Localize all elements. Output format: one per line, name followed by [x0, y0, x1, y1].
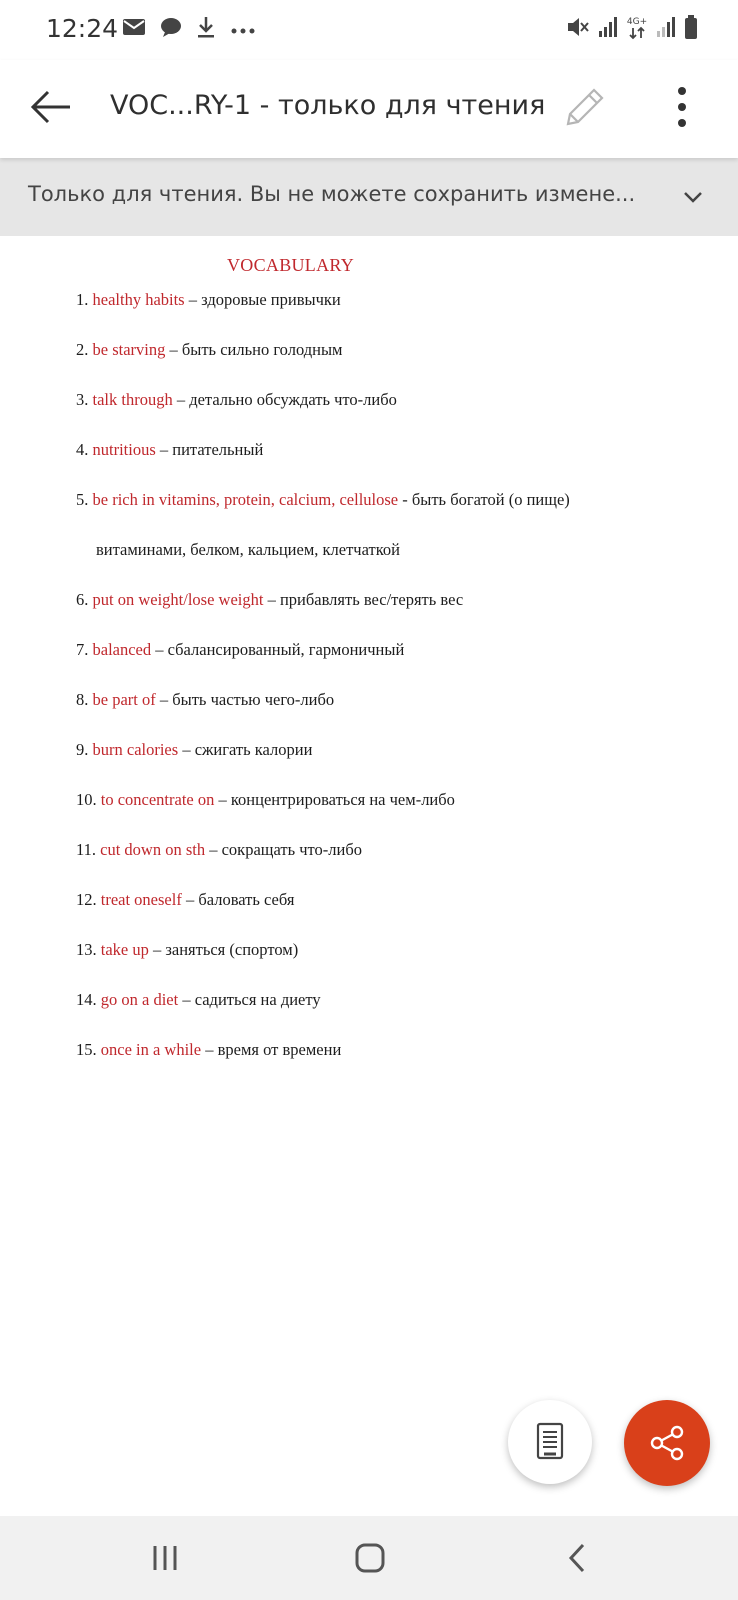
pencil-icon: [558, 117, 608, 136]
vocab-translation: – заняться (спортом): [148, 940, 299, 959]
item-number: 15.: [76, 1040, 97, 1059]
more-options-button[interactable]: [662, 82, 702, 132]
more-dots-icon: [230, 20, 256, 39]
vocab-term: healthy habits: [92, 290, 185, 309]
chevron-down-icon[interactable]: [676, 180, 710, 214]
mute-icon: [566, 15, 590, 43]
vocab-translation: витаминами, белком, кальцием, клетчаткой: [96, 540, 400, 559]
list-item: [76, 438, 716, 488]
vocab-term: burn calories: [92, 740, 179, 759]
status-bar: [0, 0, 738, 60]
vocab-translation: – концентрироваться на чем-либо: [214, 790, 455, 809]
list-item: [76, 988, 716, 1038]
vocab-translation: – сжигать калории: [178, 740, 313, 759]
share-button[interactable]: [624, 1400, 710, 1486]
vocab-term: talk through: [92, 390, 173, 409]
list-item: [76, 388, 716, 438]
item-number: 13.: [76, 940, 97, 959]
list-item: [76, 788, 716, 838]
vocab-term: treat oneself: [100, 890, 182, 909]
vocabulary-list: [76, 288, 716, 1088]
vocab-translation: – прибавлять вес/терять вес: [263, 590, 464, 609]
network-4g-icon: [626, 14, 648, 44]
item-number: 12.: [76, 890, 97, 909]
vocab-translation: – быть частью чего-либо: [155, 690, 335, 709]
list-item: [76, 738, 716, 788]
vocab-translation: – питательный: [155, 440, 264, 459]
network-label: 4G+: [626, 17, 648, 27]
vocab-term: be starving: [92, 340, 166, 359]
home-icon: [348, 1536, 392, 1580]
vocab-translation: – здоровые привычки: [184, 290, 341, 309]
signal-icon: [598, 15, 618, 43]
vocab-translation: - быть богатой (о пище): [398, 490, 570, 509]
vocab-term: go on a diet: [100, 990, 179, 1009]
download-icon: [196, 16, 216, 42]
vocab-term: be part of: [92, 690, 156, 709]
list-item: [76, 588, 716, 638]
mail-icon: [122, 18, 146, 40]
back-button[interactable]: [26, 82, 76, 132]
status-time: 12:24: [46, 14, 119, 43]
banner-text: Только для чтения. Вы не можете сохранить измене...: [28, 182, 636, 206]
signal-icon: [656, 15, 676, 43]
vocab-term: be rich in vitamins, protein, calcium, cellulose: [92, 490, 399, 509]
vocab-translation: – детально обсуждать что-либо: [172, 390, 397, 409]
vocab-term: cut down on sth: [100, 840, 206, 859]
list-item: [76, 938, 716, 988]
vocab-term: nutritious: [92, 440, 156, 459]
vocab-term: take up: [100, 940, 149, 959]
item-number: 7.: [76, 640, 89, 659]
list-item: [76, 888, 716, 938]
item-number: 14.: [76, 990, 97, 1009]
list-item: [76, 288, 716, 338]
item-number: 8.: [76, 690, 89, 709]
item-number: 11.: [76, 840, 97, 859]
list-item: [76, 488, 716, 538]
item-number: 9.: [76, 740, 89, 759]
vocab-translation: – сокращать что-либо: [205, 840, 362, 859]
vocab-term: balanced: [92, 640, 152, 659]
edit-button[interactable]: [558, 82, 608, 132]
home-button[interactable]: [348, 1536, 392, 1580]
vocab-term: put on weight/lose weight: [92, 590, 264, 609]
share-icon: [647, 1423, 687, 1463]
list-item: [76, 1038, 716, 1088]
list-item: [76, 638, 716, 688]
vocab-translation: – сбалансированный, гармоничный: [151, 640, 405, 659]
vocab-translation: – садиться на диету: [178, 990, 321, 1009]
chat-icon: [160, 17, 182, 41]
item-number: 2.: [76, 340, 89, 359]
item-number: 6.: [76, 590, 89, 609]
nav-back-button[interactable]: [556, 1536, 600, 1580]
list-item: [76, 538, 716, 588]
battery-icon: [684, 14, 698, 44]
document-title: VOC...RY-1 - только для чтения: [110, 90, 546, 121]
vocab-translation: – баловать себя: [181, 890, 295, 909]
arrow-left-icon: [26, 117, 76, 136]
item-number: 10.: [76, 790, 97, 809]
read-only-banner[interactable]: [0, 158, 738, 236]
system-navigation-bar: [0, 1516, 738, 1600]
item-number: 3.: [76, 390, 89, 409]
nav-back-icon: [556, 1536, 600, 1580]
vocab-translation: – время от времени: [201, 1040, 342, 1059]
more-vertical-icon: [662, 117, 702, 136]
app-bar: [0, 60, 738, 158]
list-item: [76, 838, 716, 888]
item-number: 1.: [76, 290, 89, 309]
reading-view-button[interactable]: [508, 1400, 592, 1484]
vocab-term: to concentrate on: [100, 790, 215, 809]
document-view-icon: [535, 1422, 565, 1462]
list-item: [76, 688, 716, 738]
document-page: [0, 236, 738, 1516]
list-item: [76, 338, 716, 388]
vocab-translation: – быть сильно голодным: [165, 340, 343, 359]
item-number: 5.: [76, 490, 89, 509]
vocab-term: once in a while: [100, 1040, 202, 1059]
recents-icon: [143, 1536, 187, 1580]
item-number: 4.: [76, 440, 89, 459]
vocabulary-heading: VOCABULARY: [227, 255, 355, 275]
recents-button[interactable]: [143, 1536, 187, 1580]
